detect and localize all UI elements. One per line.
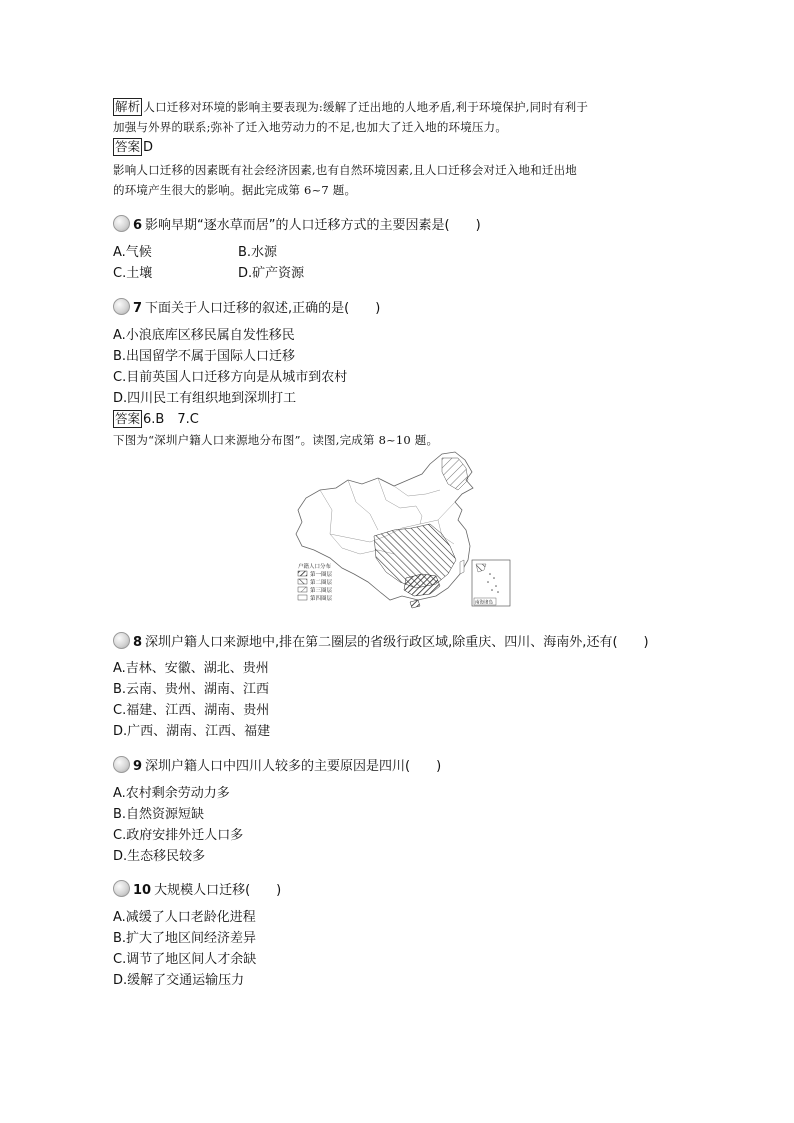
question-7-option-d: D.四川民工有组织地到深圳打工 [113, 391, 297, 406]
answer-value: D [143, 140, 154, 155]
answer-67-value: 6.B 7.C [143, 412, 199, 427]
legend-title: 户籍人口分布 [298, 564, 332, 570]
context-line-1: 影响人口迁移的因素既有社会经济因素,也有自然环境因素,且人口迁移会对迁入地和迁出地 [113, 163, 578, 177]
question-10-option-a: A.减缓了人口老龄化进程 [113, 910, 256, 925]
analysis-text-2: 加强与外界的联系;弥补了迁入地劳动力的不足,也加大了迁入地的环境压力。 [113, 120, 508, 134]
legend-item-1: 第一圈层 [310, 572, 333, 578]
question-bullet-icon [113, 632, 130, 649]
question-10-option-c: C.调节了地区间人才余缺 [113, 952, 257, 967]
question-7-option-c: C.目前英国人口迁移方向是从城市到农村 [113, 370, 348, 385]
question-7-number: 7 [133, 301, 143, 316]
context-line-2: 的环境产生很大的影响。据此完成第 6~7 题。 [113, 183, 357, 197]
region-taiwan [460, 560, 464, 574]
question-10-number: 10 [133, 883, 152, 898]
south-sea-inset [472, 560, 510, 606]
question-6-stem [113, 215, 481, 236]
question-9-option-d: D.生态移民较多 [113, 849, 206, 864]
question-6-text: 影响早期“逐水草而居”的人口迁移方式的主要因素是( ) [145, 218, 481, 233]
question-8-option-a: A.吉林、安徽、湖北、贵州 [113, 661, 269, 676]
shenzhen-population-source-map [290, 450, 520, 610]
question-bullet-icon [113, 298, 130, 315]
question-8-option-b: B.云南、贵州、湖南、江西 [113, 682, 270, 697]
question-9-option-a: A.农村剩余劳动力多 [113, 786, 230, 801]
answer-67-tag: 答案 [115, 411, 141, 426]
question-6-option-c: C.土壤 [113, 266, 153, 281]
question-7-option-b: B.出国留学不属于国际人口迁移 [113, 349, 296, 364]
question-8-stem [113, 632, 649, 653]
question-6-option-b: B.水源 [238, 245, 278, 260]
question-10-option-d: D.缓解了交通运输压力 [113, 973, 245, 988]
question-7-text: 下面关于人口迁移的叙述,正确的是( ) [145, 301, 381, 316]
question-10-option-b: B.扩大了地区间经济差异 [113, 931, 257, 946]
question-7-stem [113, 298, 380, 319]
question-9-text: 深圳户籍人口中四川人较多的主要原因是四川( ) [145, 759, 442, 774]
region-hainan [410, 600, 420, 608]
question-9-option-b: B.自然资源短缺 [113, 807, 205, 822]
question-bullet-icon [113, 756, 130, 773]
question-6-number: 6 [133, 218, 143, 233]
legend-item-3: 第三圈层 [310, 588, 333, 594]
question-bullet-icon [113, 215, 130, 232]
answer-line-67 [113, 410, 199, 430]
map-intro-text: 下图为“深圳户籍人口来源地分布图”。读图,完成第 8~10 题。 [113, 433, 439, 447]
answer-tag: 答案 [115, 139, 141, 154]
analysis-line-1 [113, 97, 588, 117]
question-8-option-d: D.广西、湖南、江西、福建 [113, 724, 271, 739]
question-10-text: 大规模人口迁移( ) [154, 883, 282, 898]
legend-item-2: 第二圈层 [310, 580, 333, 586]
question-6-option-a: A.气候 [113, 245, 152, 260]
analysis-text-1: 人口迁移对环境的影响主要表现为:缓解了迁出地的人地矛盾,利于环境保护,同时有利于 [143, 100, 589, 114]
question-8-number: 8 [133, 635, 143, 650]
map-legend [298, 562, 333, 602]
question-7-option-a: A.小浪底库区移民属自发性移民 [113, 328, 295, 343]
question-9-option-c: C.政府安排外迁人口多 [113, 828, 244, 843]
question-8-option-c: C.福建、江西、湖南、贵州 [113, 703, 270, 718]
analysis-tag: 解析 [115, 99, 141, 114]
question-8-text: 深圳户籍人口来源地中,排在第二圈层的省级行政区域,除重庆、四川、海南外,还有( ) [145, 635, 649, 650]
question-bullet-icon [113, 880, 130, 897]
question-6-option-d: D.矿产资源 [238, 266, 305, 281]
question-9-number: 9 [133, 759, 143, 774]
question-10-stem [113, 880, 281, 901]
answer-line-5 [113, 138, 153, 158]
legend-item-4: 第四圈层 [310, 596, 333, 602]
question-9-stem [113, 756, 441, 777]
inset-label: 南海诸岛 [475, 600, 493, 606]
